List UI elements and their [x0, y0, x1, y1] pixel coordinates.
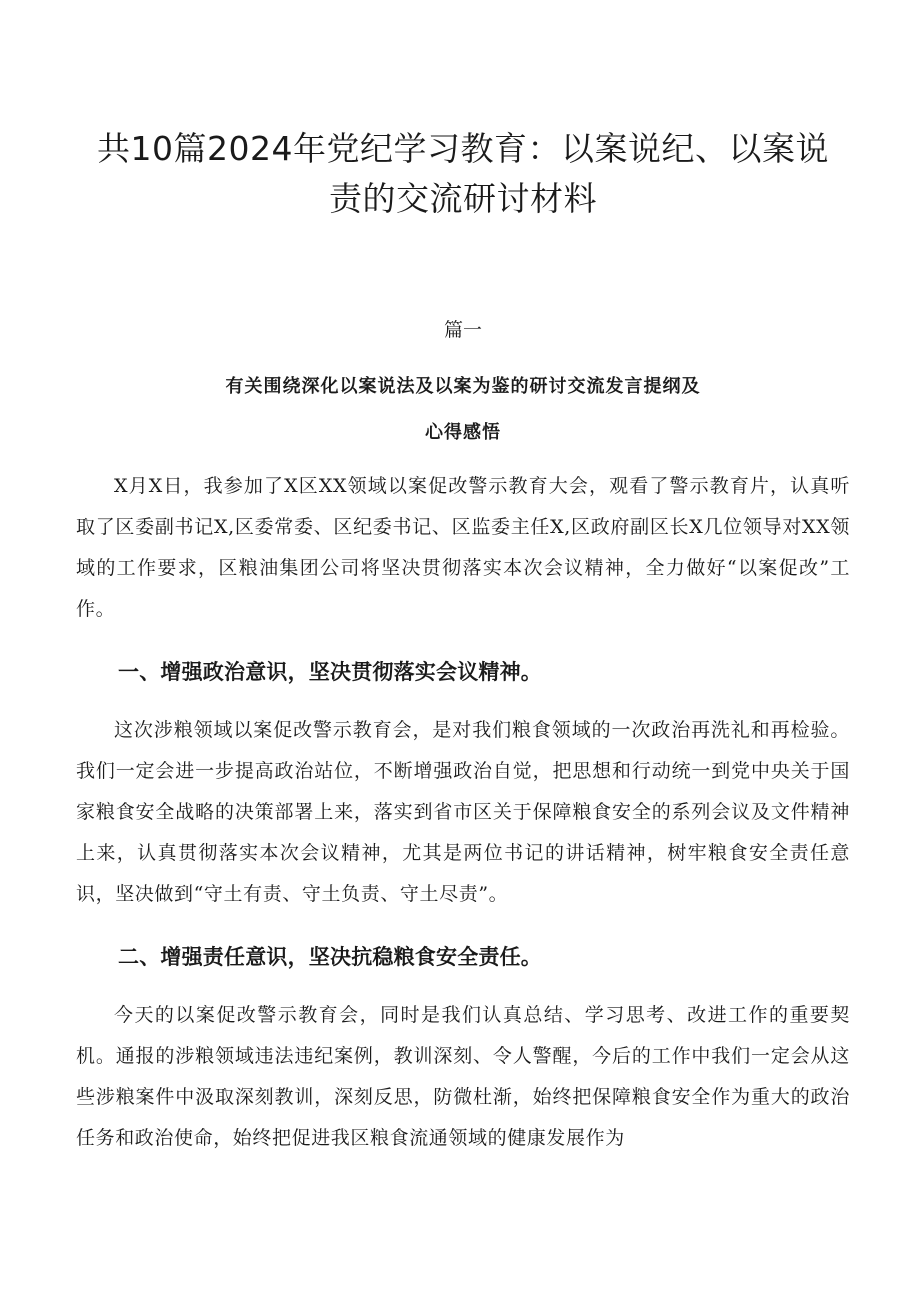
document-title-line-1: 共10篇2024年党纪学习教育：以案说纪、以案说 [97, 129, 829, 168]
article-subtitle [76, 364, 850, 456]
section-heading-1: 一、增强政治意识，坚决贯彻落实会议精神。 [118, 660, 542, 684]
article-subtitle-line-2: 心得感悟 [425, 422, 501, 443]
document-title [76, 124, 850, 224]
section-paragraph-1: 这次涉粮领域以案促改警示教育会，是对我们粮食领域的一次政治再洗礼和再检验。我们一定会进一步提高政治站位，不断增强政治自觉，把思想和行动统一到党中央关于国家粮食安全战略的决策部署上来，落实到省市区关于保障粮食安全的系列会议及文件精神上来，认真贯彻落实本次会议精神，尤其是两位书记的讲话精神，树牢粮食安全责任意识，坚决做到“守土有责、守土负责、守土尽责”。 [76, 719, 850, 905]
intro-paragraph: X月X日，我参加了X区XX领域以案促改警示教育大会，观看了警示教育片，认真听取了区委副书记X,区委常委、区纪委书记、区监委主任X,区政府副区长X几位领导对XX领域的工作要求，区粮油集团公司将坚决贯彻落实本次会议精神，全力做好“以案促改”工作。 [76, 475, 850, 620]
section-heading-2: 二、增强责任意识，坚决抗稳粮食安全责任。 [118, 945, 542, 969]
document-title-line-2: 责的交流研讨材料 [329, 179, 597, 218]
section-paragraph-2: 今天的以案促改警示教育会，同时是我们认真总结、学习思考、改进工作的重要契机。通报的涉粮领域违法违纪案例，教训深刻、令人警醒，今后的工作中我们一定会从这些涉粮案件中汲取深刻教训，深刻反思，防微杜渐，始终把保障粮食安全作为重大的政治任务和政治使命，始终把促进我区粮食流通领域的健康发展作为 [76, 1004, 850, 1149]
chapter-label: 篇一 [443, 319, 482, 341]
article-subtitle-line-1: 有关围绕深化以案说法及以案为鉴的研讨交流发言提纲及 [225, 376, 701, 397]
